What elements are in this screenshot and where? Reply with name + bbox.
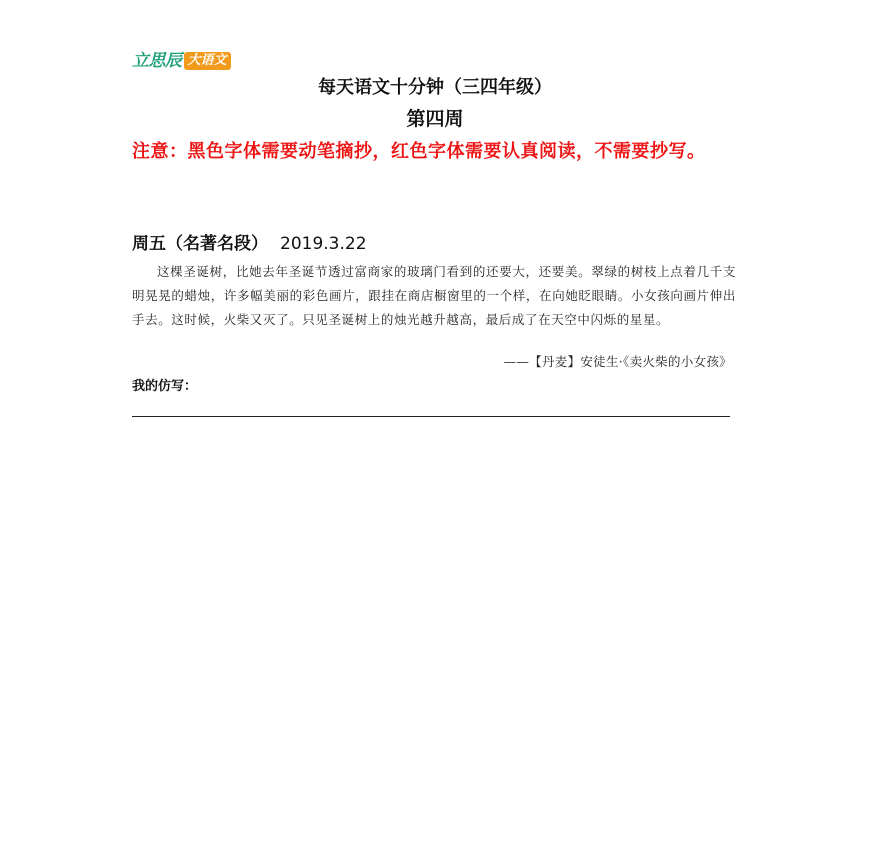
day-heading — [132, 232, 367, 256]
excerpt-passage: 这棵圣诞树，比她去年圣诞节透过富商家的玻璃门看到的还要大，还要美。翠绿的树枝上点着几千支明晃晃的蜡烛，许多幅美丽的彩色画片，跟挂在商店橱窗里的一个样，在向她眨眼睛。小女孩向画片伸出手去。这时候，火柴又灭了。只见圣诞树上的烛光越升越高，最后成了在天空中闪烁的星星。 — [132, 264, 736, 327]
page-title: 每天语文十分钟（三四年级） — [318, 77, 552, 98]
imitation-label: 我的仿写： — [132, 379, 198, 394]
brand-logo — [132, 51, 231, 71]
day-label: 周五（名著名段） — [132, 234, 268, 254]
logo-tag: 大语文 — [184, 52, 231, 70]
logo-wordmark: 立思辰 — [132, 51, 182, 71]
week-title: 第四周 — [406, 108, 464, 130]
notice-text: 注意：黑色字体需要动笔摘抄，红色字体需要认真阅读，不需要抄写。 — [132, 141, 706, 162]
writing-line[interactable] — [132, 416, 730, 417]
entry-date: 2019.3.22 — [280, 234, 367, 254]
excerpt-source: ——【丹麦】安徒生·《卖火柴的小女孩》 — [503, 354, 732, 369]
